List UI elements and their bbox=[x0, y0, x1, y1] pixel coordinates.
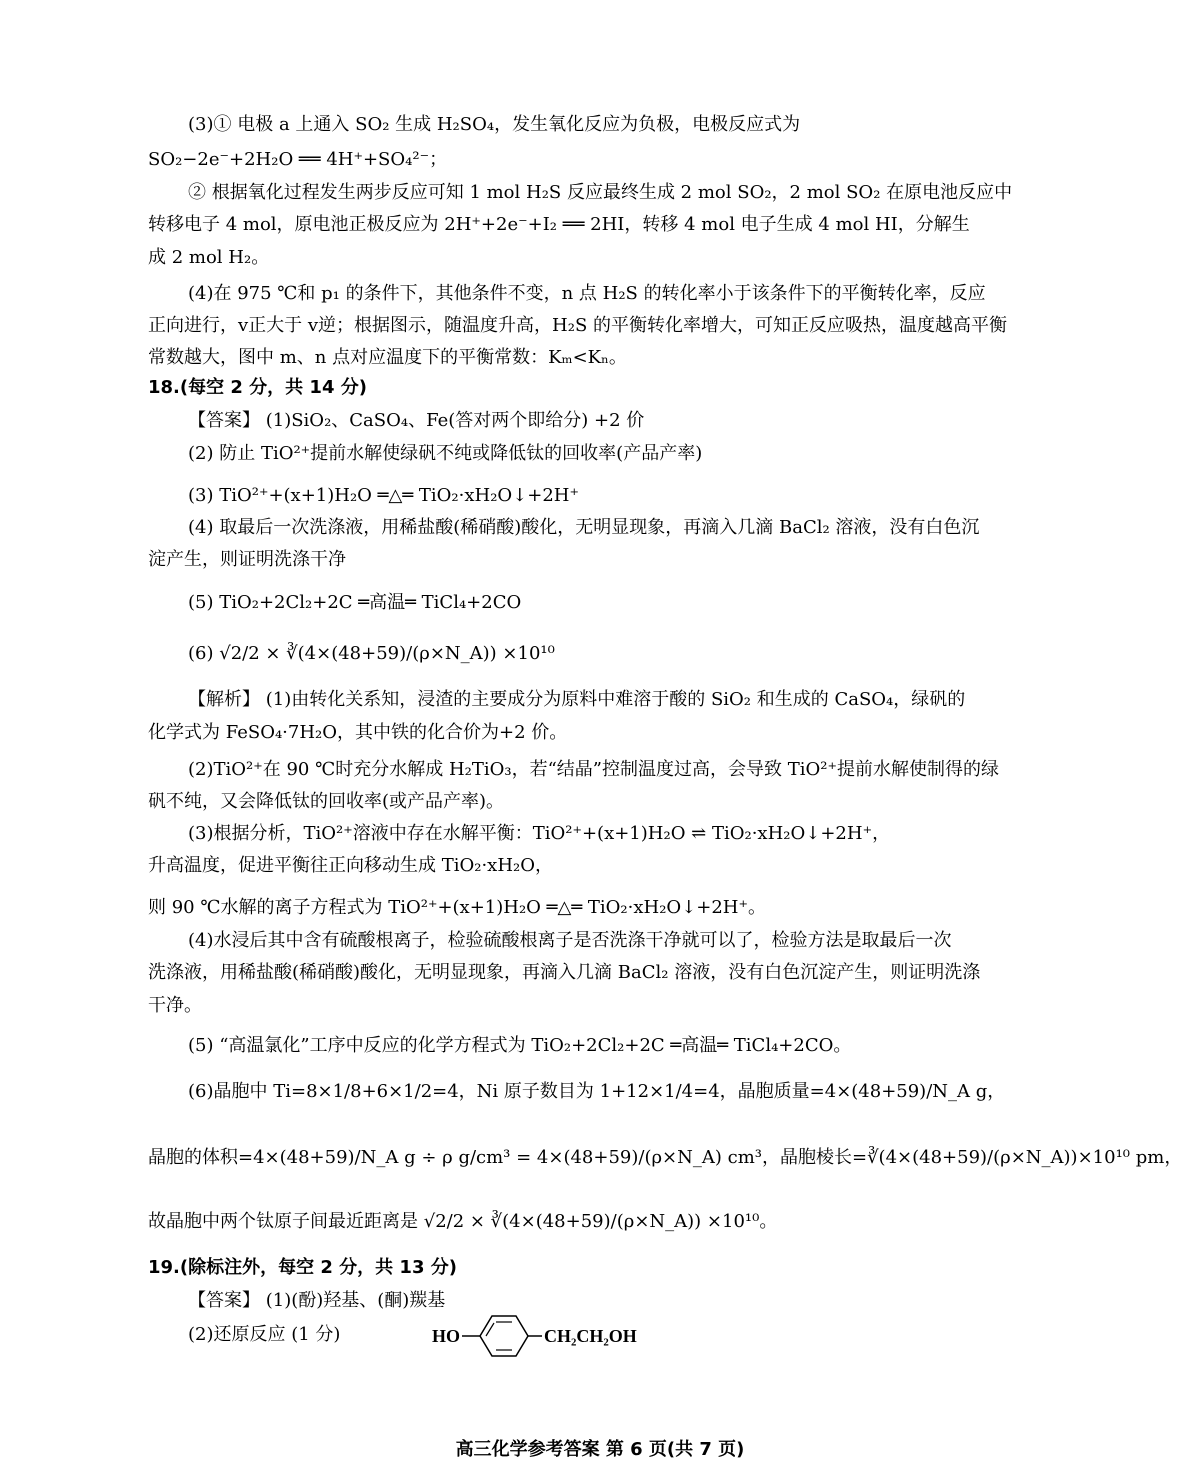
formula-line: (6) √2/2 × ∛(4×(48+59)/(ρ×N_A)) ×10¹⁰ bbox=[188, 643, 555, 664]
analysis-line: 干净。 bbox=[148, 995, 202, 1016]
equation-line: (3) TiO²⁺+(x+1)H₂O ═△═ TiO₂·xH₂O↓+2H⁺ bbox=[188, 485, 579, 506]
equation-line: 则 90 ℃水解的离子方程式为 TiO²⁺+(x+1)H₂O ═△═ TiO₂·xH₂O↓+2H⁺。 bbox=[148, 897, 766, 918]
analysis-line: 【解析】 (1)由转化关系知，浸渣的主要成分为原料中难溶于酸的 SiO₂ 和生成的 CaSO₄，绿矾的 bbox=[188, 689, 966, 710]
analysis-line: 升高温度，促进平衡往正向移动生成 TiO₂·xH₂O， bbox=[148, 855, 553, 876]
text-line: (4)在 975 ℃和 p₁ 的条件下，其他条件不变，n 点 H₂S 的转化率小于该条件下的平衡转化率，反应 bbox=[188, 283, 986, 304]
answer-line: 【答案】 (1)SiO₂、CaSO₄、Fe(答对两个即给分) +2 价 bbox=[188, 410, 645, 431]
answer-line: (2)还原反应 (1 分) bbox=[188, 1324, 341, 1345]
formula-line: (6)晶胞中 Ti=8×1/8+6×1/2=4，Ni 原子数目为 1+12×1/4=4，晶胞质量=4×(48+59)/N_A g， bbox=[188, 1081, 1006, 1102]
analysis-line: (2)TiO²⁺在 90 ℃时充分水解成 H₂TiO₃，若“结晶”控制温度过高，会导致 TiO²⁺提前水解使制得的绿 bbox=[188, 759, 999, 780]
analysis-line: (3)根据分析，TiO²⁺溶液中存在水解平衡：TiO²⁺+(x+1)H₂O ⇌ TiO₂·xH₂O↓+2H⁺， bbox=[188, 823, 891, 844]
formula-line: 晶胞的体积=4×(48+59)/N_A g ÷ ρ g/cm³ = 4×(48+59)/(ρ×N_A) cm³，晶胞棱长=∛(4×(48+59)/(ρ×N_A))×10¹⁰ pm， bbox=[148, 1147, 1183, 1168]
answer-line: 淀产生，则证明洗涤干净 bbox=[148, 549, 346, 570]
text-line: 常数越大，图中 m、n 点对应温度下的平衡常数：Kₘ<Kₙ。 bbox=[148, 347, 627, 368]
section-heading: 18.(每空 2 分，共 14 分) bbox=[148, 377, 367, 398]
text-line: SO₂−2e⁻+2H₂O ══ 4H⁺+SO₄²⁻； bbox=[148, 149, 448, 170]
equation-line: (5) TiO₂+2Cl₂+2C ═高温═ TiCl₄+2CO bbox=[188, 592, 522, 613]
answer-line: (4) 取最后一次洗涤液，用稀盐酸(稀硝酸)酸化，无明显现象，再滴入几滴 BaCl₂ 溶液，没有白色沉 bbox=[188, 517, 980, 538]
equation-line: (5) “高温氯化”工序中反应的化学方程式为 TiO₂+2Cl₂+2C ═高温═ TiCl₄+2CO。 bbox=[188, 1035, 852, 1056]
analysis-line: 化学式为 FeSO₄·7H₂O，其中铁的化合价为+2 价。 bbox=[148, 722, 568, 743]
answer-line: (2) 防止 TiO²⁺提前水解使绿矾不纯或降低钛的回收率(产品产率) bbox=[188, 443, 703, 464]
text-line: ② 根据氧化过程发生两步反应可知 1 mol H₂S 反应最终生成 2 mol SO₂，2 mol SO₂ 在原电池反应中 bbox=[188, 182, 1013, 203]
structural-formula bbox=[428, 1312, 648, 1360]
formula-line: 故晶胞中两个钛原子间最近距离是 √2/2 × ∛(4×(48+59)/(ρ×N_A)) ×10¹⁰。 bbox=[148, 1211, 778, 1232]
text-line: 转移电子 4 mol，原电池正极反应为 2H⁺+2e⁻+I₂ ══ 2HI，转移 4 mol 电子生成 4 mol HI，分解生 bbox=[148, 214, 970, 235]
structure-right-group: CH₂CH₂OH bbox=[544, 1326, 637, 1346]
page-footer: 高三化学参考答案 第 6 页(共 7 页) bbox=[455, 1439, 745, 1460]
section-heading: 19.(除标注外，每空 2 分，共 13 分) bbox=[148, 1257, 457, 1278]
structure-left-group: HO bbox=[432, 1326, 461, 1346]
text-line: (3)① 电极 a 上通入 SO₂ 生成 H₂SO₄，发生氧化反应为负极，电极反应式为 bbox=[188, 114, 801, 135]
analysis-line: (4)水浸后其中含有硫酸根离子，检验硫酸根离子是否洗涤干净就可以了，检验方法是取最后一次 bbox=[188, 930, 952, 951]
analysis-line: 洗涤液，用稀盐酸(稀硝酸)酸化，无明显现象，再滴入几滴 BaCl₂ 溶液，没有白色沉淀产生，则证明洗涤 bbox=[148, 962, 981, 983]
text-line: 正向进行，v正大于 v逆；根据图示，随温度升高，H₂S 的平衡转化率增大，可知正反应吸热，温度越高平衡 bbox=[148, 315, 1008, 336]
analysis-line: 矾不纯，又会降低钛的回收率(或产品产率)。 bbox=[148, 791, 505, 812]
answer-line: 【答案】 (1)(酚)羟基、(酮)羰基 bbox=[188, 1290, 446, 1311]
text-line: 成 2 mol H₂。 bbox=[148, 247, 270, 268]
